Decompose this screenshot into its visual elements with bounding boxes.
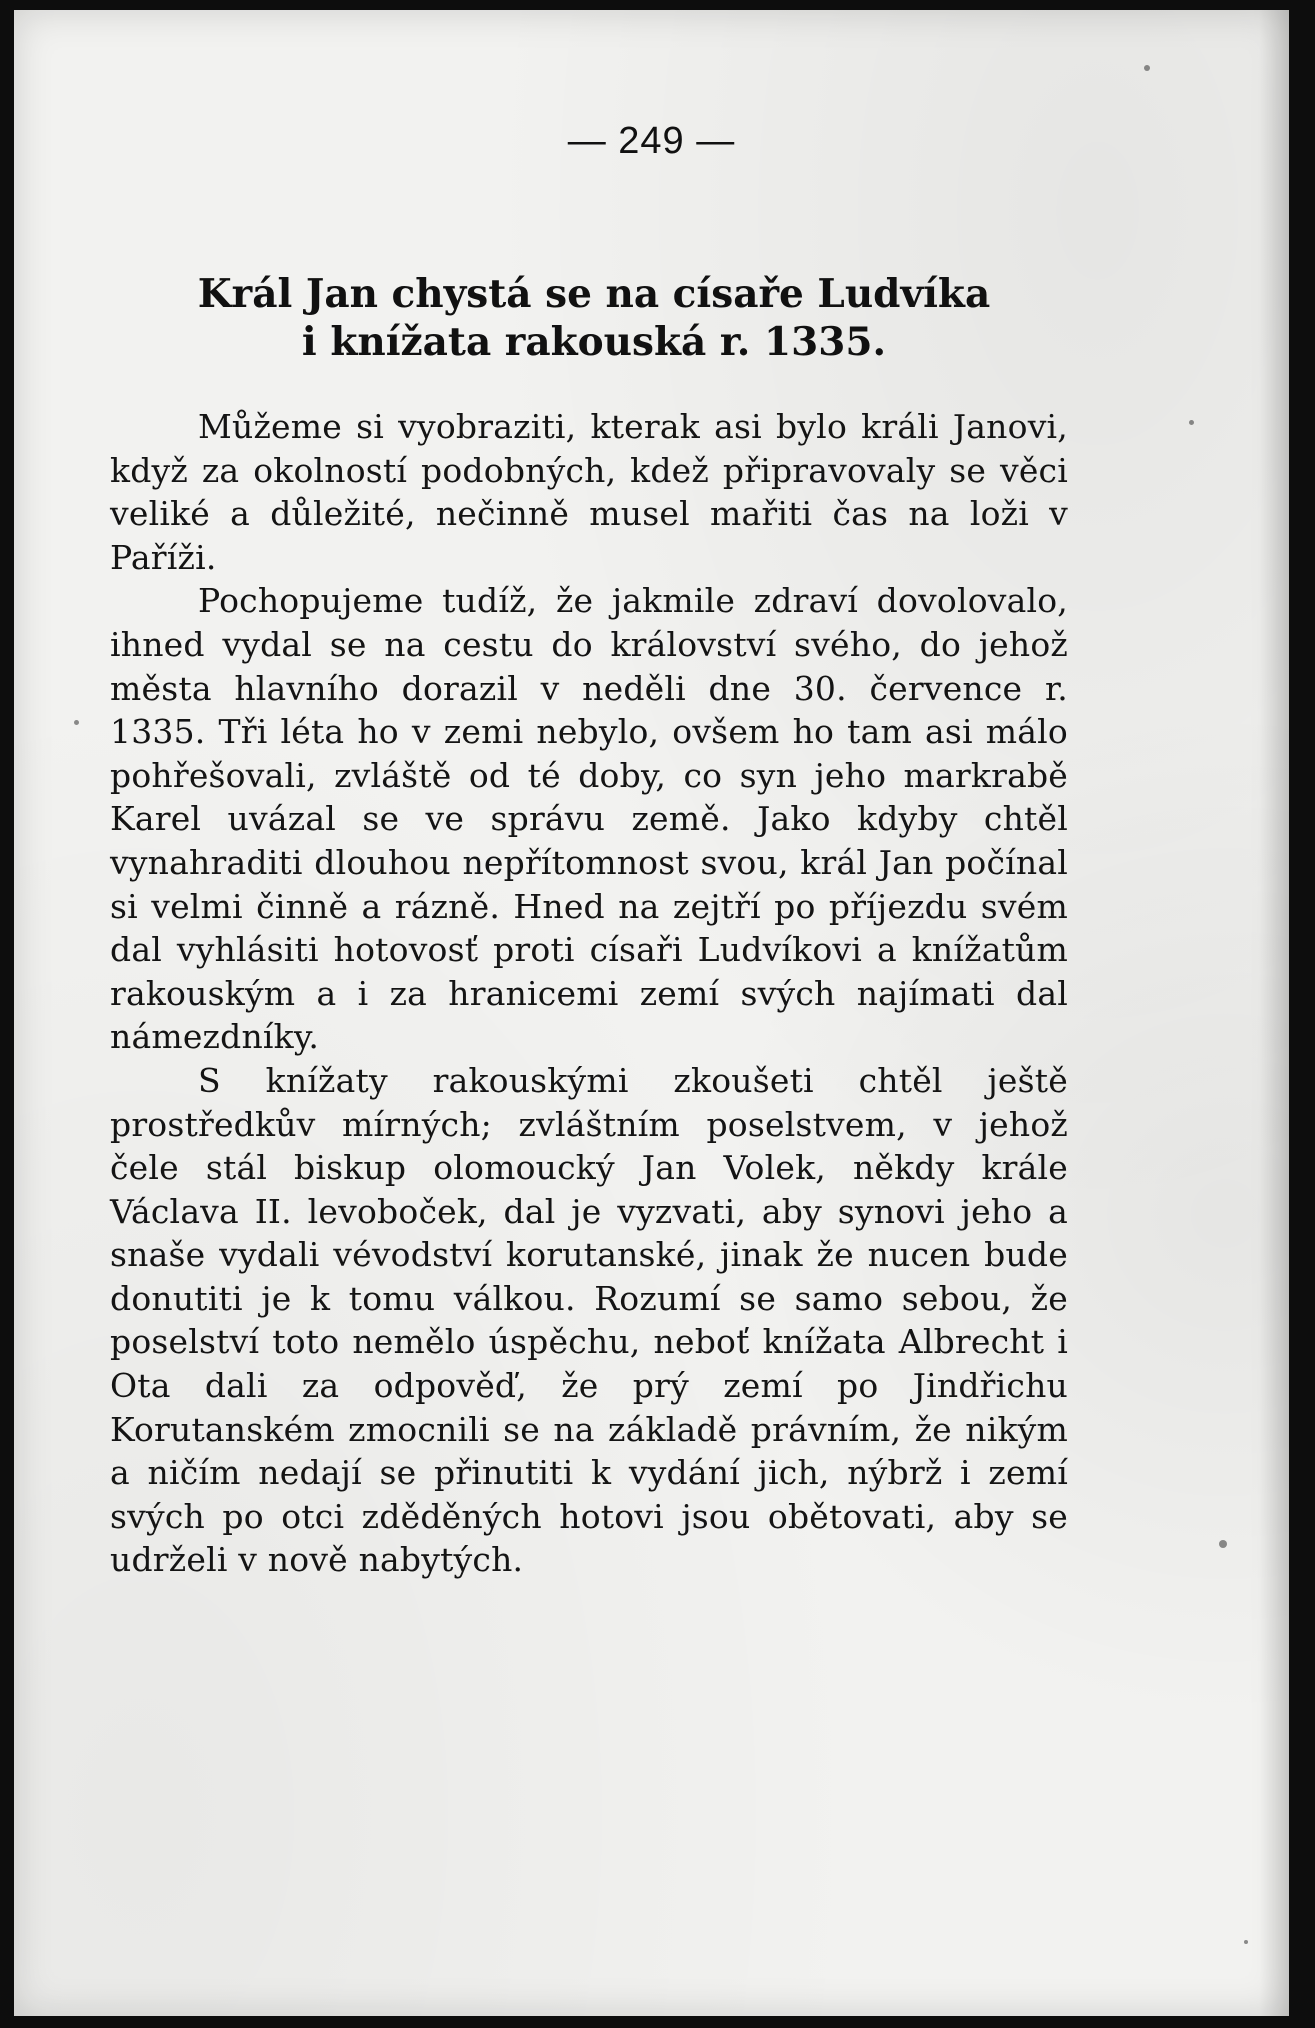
scan-speck [1244, 1940, 1248, 1944]
chapter-heading [104, 270, 1084, 366]
scan-speck [74, 720, 79, 725]
book-page [14, 10, 1289, 2016]
scan-speck [1189, 420, 1194, 425]
scan-speck [1219, 1540, 1227, 1548]
chapter-heading-line-1: Král Jan chystá se na císaře Ludvíka [197, 271, 991, 317]
body-text [110, 405, 1068, 1582]
page-edge-shadow [1259, 10, 1289, 2016]
chapter-heading-line-2: i knížata rakouská r. 1335. [301, 319, 887, 365]
scan-speck [1144, 65, 1150, 71]
paragraph-1: Můžeme si vyobraziti, kterak asi bylo králi Janovi, když za okolností podobných, kdež připravovaly se věci veliké a důležité, nečinně musel mařiti čas na loži v Paříži. [110, 407, 1068, 577]
paragraph-2: Pochopujeme tudíž, že jakmile zdraví dovolovalo, ihned vydal se na cestu do království svého, do jehož města hlavního dorazil v neděli dne 30. července r. 1335. Tři léta ho v zemi nebylo, ovšem ho tam asi málo pohřešovali, zvláště od té doby, co syn jeho markrabě Karel uvázal se ve správu země. Jako kdyby chtěl vynahraditi dlouhou nepřítomnost svou, král Jan počínal si velmi činně a rázně. Hned na zejtří po příjezdu svém dal vyhlásiti hotovosť proti císaři Ludvíkovi a knížatům rakouským a i za hranicemi zemí svých najímati dal námezdníky. [110, 581, 1068, 1057]
paragraph-3: S knížaty rakouskými zkoušeti chtěl ještě prostředkův mírných; zvláštním poselstvem, v jehož čele stál biskup olomoucký Jan Volek, někdy krále Václava II. levoboček, dal je vyzvati, aby synovi jeho a snaše vydali vévodství korutanské, jinak že nucen bude donutiti je k tomu válkou. Rozumí se samo sebou, že poselství toto nemělo úspěchu, neboť knížata Albrecht i Ota dali za odpověď, že prý zemí po Jindřichu Korutanském zmocnili se na základě právním, že nikým a ničím nedají se přinutiti k vydání jich, nýbrž i zemí svých po otci zděděných hotovi jsou obětovati, aby se udrželi v nově nabytých. [110, 1060, 1068, 1580]
page-number: — 249 — [567, 120, 736, 162]
